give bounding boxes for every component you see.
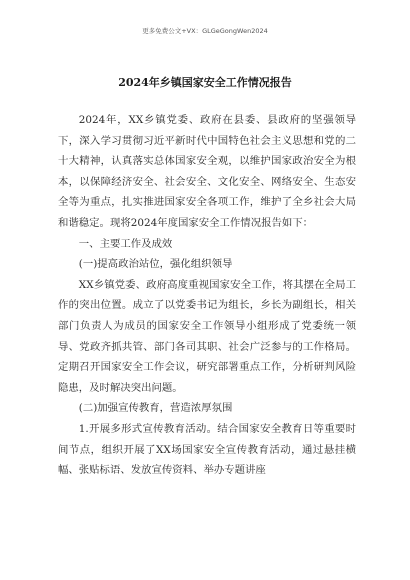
subsection-heading-2: (二)加强宣传教育，营造浓厚氛围 xyxy=(78,402,233,415)
document-title: 2024年乡镇国家安全工作情况报告 xyxy=(118,76,292,89)
section-heading-1: 一、主要工作及成效 xyxy=(78,237,173,250)
body-paragraph-1: XX乡镇党委、政府高度重视国家安全工作，将其摆在全局工作的突出位置。成立了以党委书记为组长，乡长为副组长，相关部门负责人为成员的国家安全工作领导小组形成了党委统一领导、党政齐抓共管、部门各司其职、社会广泛参与的工作格局。定期召开国家安全工作会议，研究部署重点工作，分析研判风险隐患，及时解决突出问题。 xyxy=(58,278,356,394)
body-paragraph-2: 1.开展多形式宣传教育活动。结合国家安全教育日等重要时间节点，组织开展了XX场国家安全宣传教育活动，通过悬挂横幅、张贴标语、发放宣传资料、举办专题讲座 xyxy=(58,422,356,477)
intro-paragraph: 2024年，XX乡镇党委、政府在县委、县政府的坚强领导下，深入学习贯彻习近平新时代中国特色社会主义思想和党的二十大精神，认真落实总体国家安全观，以维护国家政治安全为根本，以保障经济安全、社会安全、文化安全、网络安全、生态安全等为重点，扎实推进国家安全各项工作，维护了全乡社会大局和谐稳定。现将2024年度国家安全工作情况报告如下： xyxy=(58,114,356,229)
watermark-text: 更多免费公文+VX：GLGeGongWen2024 xyxy=(142,27,268,35)
subsection-heading-1: (一)提高政治站位，强化组织领导 xyxy=(78,258,233,271)
document-body xyxy=(58,110,356,481)
